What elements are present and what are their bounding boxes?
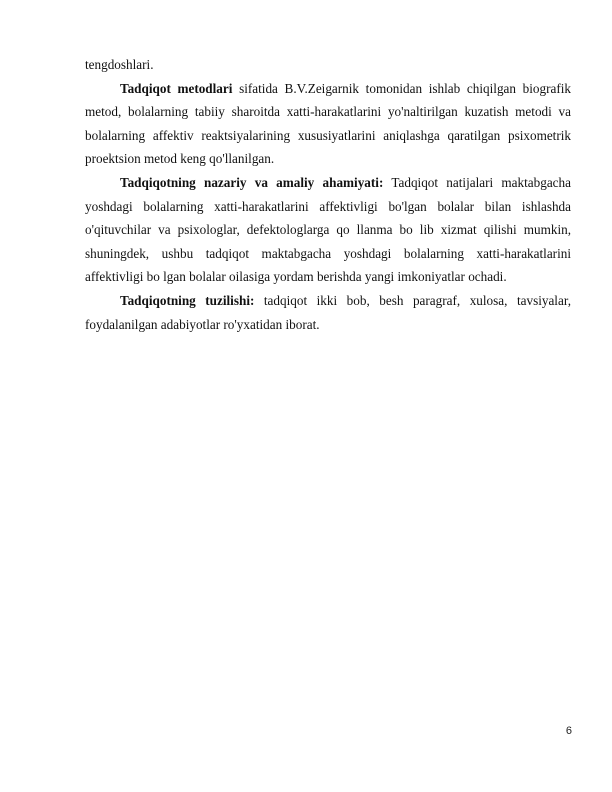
paragraph-text: tadqiqot ikki bob, besh paragraf, xulosa, tavsiyalar, foydalanilgan adabiyotlar ro'yxatidan iborat. [85, 292, 571, 332]
paragraph-heading: Tadqiqotning nazariy va amaliy ahamiyati: [120, 174, 384, 190]
paragraph-structure [85, 289, 571, 336]
paragraph-significance [85, 171, 571, 289]
paragraph-heading: Tadqiqotning tuzilishi: [120, 292, 255, 308]
paragraph-text: tengdoshlari. [85, 57, 154, 72]
paragraph-research-methods [85, 77, 571, 171]
paragraph-text: Tadqiqot natijalari maktabgacha yoshdagi bolalarning xatti-harakatlarini affektivligi bo'lgan bolalar bilan ishlashda o'qituvchilar va psixologlar, defektologlarga qo llanma bo lib xizmat qilishi mumkin, shuningdek, ushbu tadqiqot maktabgacha yoshdagi bolalarning xatti-harakatlarini affektivligi bo lgan bolalar oilasiga yordam berishda yangi imkoniyatlar ochadi. [85, 174, 571, 285]
paragraph-heading: Tadqiqot metodlari [120, 80, 233, 96]
paragraph-text: sifatida B.V.Zeigarnik tomonidan ishlab chiqilgan biografik metod, bolalarning tabiiy sharoitda xatti-harakatlarini yo'naltirilgan kuzatish metodi va bolalarning affektiv reaktsiyalarining xususiyatlarini aniqlashga qaratilgan psixometrik proektsion metod keng qo'llanilgan. [85, 80, 571, 167]
page-number: 6 [565, 725, 572, 737]
document-body [85, 53, 571, 336]
paragraph-continuation [85, 53, 571, 77]
